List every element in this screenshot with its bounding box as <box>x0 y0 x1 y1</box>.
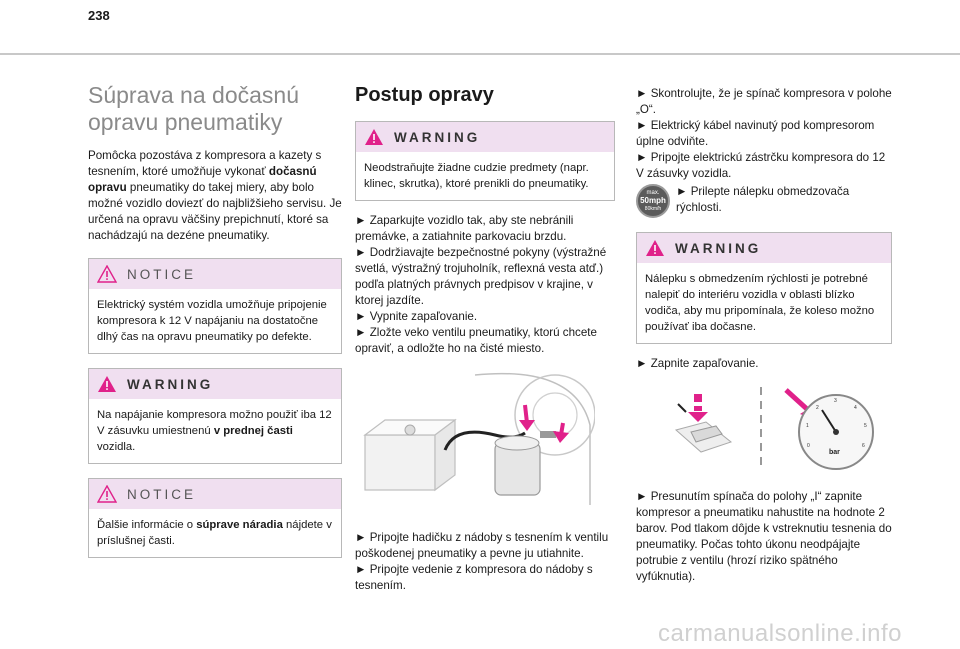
warning-triangle-icon <box>645 239 665 257</box>
steps-list <box>355 213 615 357</box>
warning-header <box>89 369 341 399</box>
column-right <box>636 86 892 585</box>
intro-paragraph: Pomôcka pozostáva z kompresora a kazety s tesnením, ktoré umožňuje vykonať dočasnú opravu pneumatiky do takej miery, aby bolo možné vozidlo doviezť do najbližšieho servisu. Je určená na opravu väčšiny prepichnutí, ktoré sa nachádzajú na dezéne pneumatiky. <box>88 149 342 242</box>
header-divider <box>0 53 960 55</box>
section-title: Súprava na dočasnú opravu pneumatiky <box>88 82 299 135</box>
step: ► Vypnite zapaľovanie. <box>355 310 478 323</box>
warning-label: WARNING <box>675 240 762 256</box>
sticker-step <box>636 184 892 218</box>
warning-triangle-icon <box>97 485 117 503</box>
step: ► Zapnite zapaľovanie. <box>636 357 759 370</box>
step: ► Zaparkujte vozidlo tak, aby ste nebránili premávke, a zatiahnite parkovaciu brzdu. <box>355 214 574 243</box>
notice-text: Ďalšie informácie o súprave náradia nájdete v príslušnej časti. <box>97 519 332 547</box>
step: ► Elektrický kábel navinutý pod kompresorom úplne odviňte. <box>636 119 875 148</box>
warning-text: Na napájanie kompresora možno použiť iba 12 V zásuvku umiestnenú v prednej časti vozidla. <box>97 409 332 453</box>
notice-header <box>89 259 341 289</box>
step: ► Prilepte nálepku obmedzovača rýchlosti. <box>676 185 850 214</box>
column-left <box>88 78 342 570</box>
warning-box <box>636 232 892 344</box>
gauge-unit: bar <box>829 449 840 456</box>
gauge-tick: 0 <box>807 443 810 449</box>
compressor-illustration <box>355 365 595 515</box>
warning-box <box>88 368 342 464</box>
steps-list-2 <box>355 530 615 594</box>
page-number: 238 <box>88 8 110 23</box>
notice-text: Elektrický systém vozidla umožňuje pripojenie kompresora k 12 V napájaniu na dostatočne dlhý čas na opravu pneumatiky po defekte. <box>97 299 327 343</box>
gauge-tick: 2 <box>816 405 819 411</box>
column-middle <box>355 78 615 594</box>
gauge-tick: 4 <box>854 405 857 411</box>
procedure-heading: Postup opravy <box>355 84 494 106</box>
warning-label: WARNING <box>394 129 481 145</box>
step: ► Pripojte vedenie z kompresora do nádoby s tesnením. <box>355 563 593 592</box>
notice-header <box>89 479 341 509</box>
notice-label: NOTICE <box>127 266 197 282</box>
step: ► Skontrolujte, že je spínač kompresora v polohe „O“. <box>636 87 892 116</box>
step: ► Presunutím spínača do polohy „I“ zapnite kompresor a pneumatiku nahustite na hodnote 2 barov. Pod tlakom dôjde k vstreknutiu tesnenia do pneumatiky. Počas tohto úkonu neodpájajte potrubie z ventilu (hrozí riziko spätného vyfúknutia). <box>636 490 892 583</box>
gauge-tick: 3 <box>834 398 837 404</box>
warning-text: Nálepku s obmedzením rýchlosti je potrebné nalepiť do interiéru vozidla v oblasti blízko vodiča, aby mu pripomínala, že koleso možno používať iba dočasne. <box>645 273 875 333</box>
warning-box <box>355 121 615 201</box>
warning-header <box>356 122 614 152</box>
step: ► Zložte veko ventilu pneumatiky, ktorú chcete opraviť, a odložte ho na čisté miesto. <box>355 326 597 355</box>
step: ► Pripojte elektrickú zástrčku kompresora do 12 V zásuvky vozidla. <box>636 151 886 180</box>
notice-box <box>88 258 342 354</box>
gauge-tick: 5 <box>864 423 867 429</box>
gauge-tick: 1 <box>806 423 809 429</box>
warning-text: Neodstraňujte žiadne cudzie predmety (napr. klinec, skrutka), ktoré prenikli do pneumatiky. <box>364 162 589 190</box>
warning-triangle-icon <box>97 375 117 393</box>
notice-box-2 <box>88 478 342 558</box>
watermark: carmanualsonline.info <box>658 620 902 647</box>
warning-triangle-icon <box>364 128 384 146</box>
step: ► Pripojte hadičku z nádoby s tesnením k ventilu poškodenej pneumatiky a pevne ju utiahnite. <box>355 531 609 560</box>
gauge-tick: 6 <box>862 443 865 449</box>
warning-label: WARNING <box>127 376 214 392</box>
warning-triangle-icon <box>97 265 117 283</box>
step: ► Dodržiavajte bezpečnostné pokyny (výstražné svetlá, výstražný trojuholník, reflexná vesta atď.) podľa platných právnych predpisov v krajine, v ktorej jazdíte. <box>355 246 607 307</box>
notice-label: NOTICE <box>127 486 197 502</box>
switch-and-gauge-illustration <box>636 382 886 472</box>
speed-sticker-icon: max. 50mph 80km/h <box>636 184 670 218</box>
warning-header <box>637 233 891 263</box>
